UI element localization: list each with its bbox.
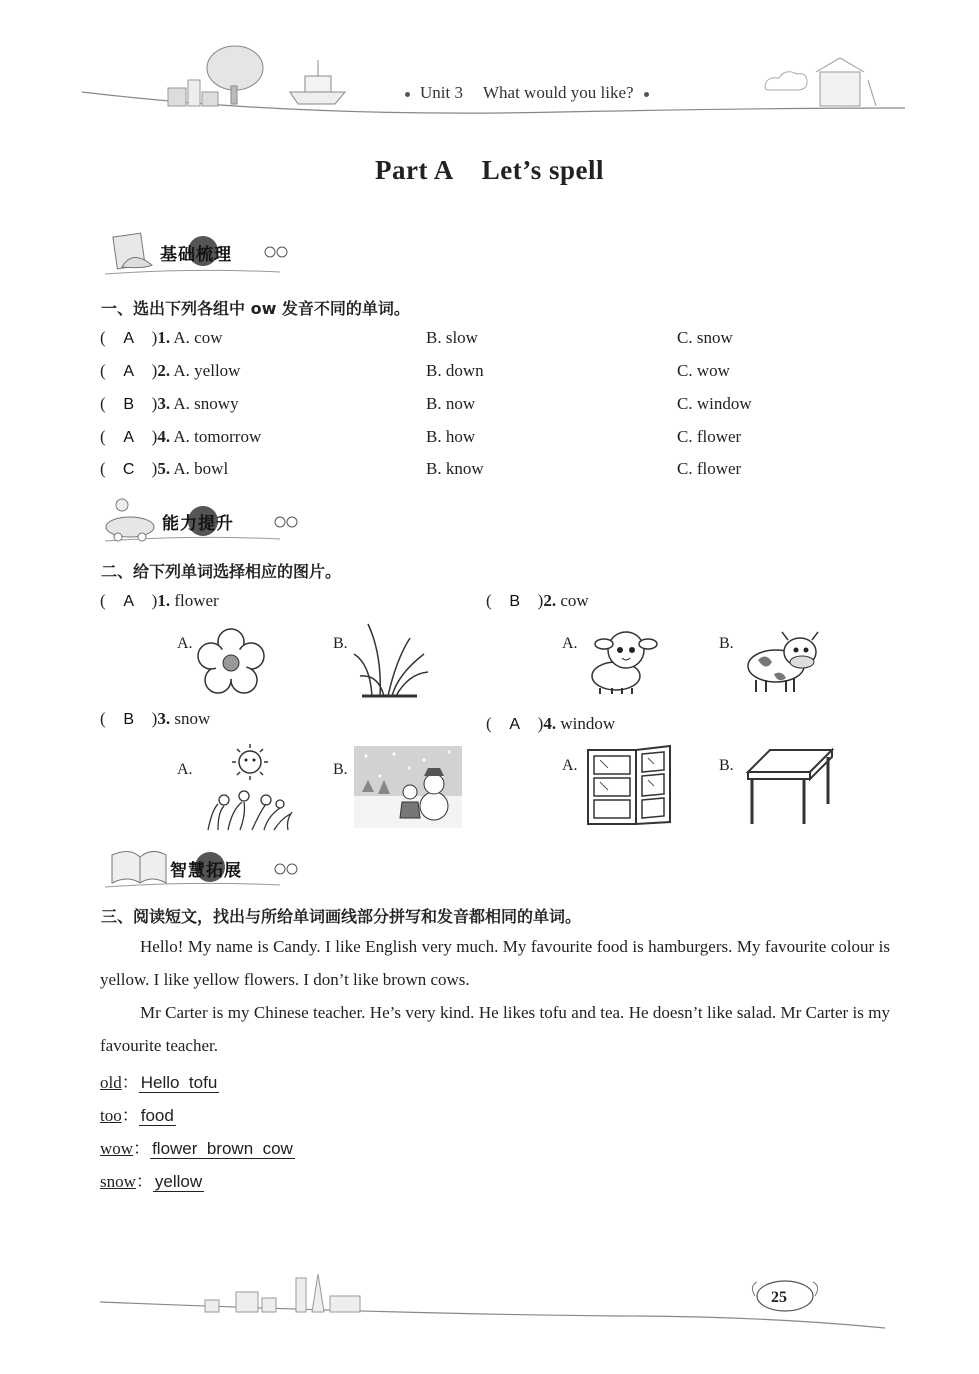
bullet-icon	[405, 92, 410, 97]
item-number: 2.	[543, 591, 557, 610]
section2-item-3: ( B )3. snow	[100, 709, 211, 728]
reading-paragraph-2	[100, 996, 890, 1062]
sun-grass-picture	[204, 742, 294, 832]
grass-picture	[352, 624, 432, 699]
paragraph-text: Mr Carter is my Chinese teacher. He’s very kind. He likes tofu and tea. He doesn’t like salad. Mr Carter is my favourite teacher.	[100, 1003, 890, 1055]
answer: A	[123, 363, 134, 380]
badge-basic	[160, 240, 232, 274]
option-label: B.	[719, 757, 734, 774]
badge-ability-label: 能力提升	[162, 514, 234, 534]
paragraph-text: Hello! My name is Candy. I like English very much. My favourite food is hamburgers. My favourite colour is yellow. I like yellow flowers. I don’t like brown cows.	[100, 937, 890, 989]
cow-picture	[744, 626, 834, 696]
section2-item-2: ( B )2. cow	[486, 591, 589, 610]
option-c: C. snow	[677, 328, 733, 347]
option-b: B. how	[426, 427, 476, 446]
given-word: too	[100, 1106, 122, 1125]
option-label: B.	[333, 761, 348, 778]
option-label: A.	[562, 635, 578, 652]
section2-item-4: ( A )4. window	[486, 714, 616, 733]
sheep-picture	[586, 626, 661, 696]
section1-instruction: 一、选出下列各组中 ow 发音不同的单词。	[101, 299, 410, 318]
item-number: 1.	[157, 328, 171, 347]
answer: A	[123, 429, 134, 446]
section3-instruction: 三、阅读短文，找出与所给单词画线部分拼写和发音都相同的单词。	[101, 907, 582, 926]
window-picture	[586, 746, 676, 826]
fill-answer: food	[140, 1106, 174, 1125]
option-label: B.	[719, 635, 734, 652]
answer: A	[123, 330, 134, 347]
fill-answer: Hello tofu	[140, 1073, 218, 1092]
fill-row: snow： yellow	[100, 1172, 203, 1191]
item-number: 3.	[157, 394, 171, 413]
title-name: Let’s spell	[481, 155, 604, 185]
option-c: C. flower	[677, 459, 742, 478]
badge-wisdom	[170, 856, 242, 890]
option-a: A. tomorrow	[173, 427, 262, 446]
answer: B	[123, 396, 134, 413]
section1-row: ( A )4. A. tomorrow	[100, 427, 262, 446]
answer: A	[123, 593, 134, 610]
item-number: 4.	[157, 427, 171, 446]
fill-answer: flower brown cow	[152, 1139, 293, 1158]
header-subtitle: What would you like?	[482, 83, 634, 102]
option-a: A. yellow	[173, 361, 241, 380]
header-title	[395, 83, 659, 103]
option-b: B. now	[426, 394, 476, 413]
section1-row: ( C )5. A. bowl	[100, 459, 229, 478]
header-unit: Unit 3	[420, 83, 463, 102]
fill-answer: yellow	[154, 1172, 203, 1191]
table-picture	[740, 748, 835, 828]
option-a: A. cow	[173, 328, 223, 347]
section2-instruction: 二、给下列单词选择相应的图片。	[101, 562, 342, 581]
option-label: A.	[177, 635, 193, 652]
given-word: wow	[100, 1139, 134, 1158]
option-b: B. slow	[426, 328, 478, 347]
bullet-icon	[644, 92, 649, 97]
fill-row: old： Hello tofu	[100, 1073, 218, 1092]
footer-decoration	[0, 1270, 979, 1350]
given-word: old	[100, 1073, 122, 1092]
item-number: 1.	[157, 591, 171, 610]
section1-row: ( A )1. A. cow	[100, 328, 223, 347]
item-number: 4.	[543, 714, 557, 733]
section1-row: ( B )3. A. snowy	[100, 394, 239, 413]
answer: A	[509, 716, 520, 733]
option-b: B. down	[426, 361, 484, 380]
badge-basic-label: 基础梳理	[160, 245, 232, 265]
page-number: 25	[771, 1289, 787, 1306]
badge-ability	[162, 509, 234, 543]
answer: B	[509, 593, 520, 610]
section2-item-1: ( A )1. flower	[100, 591, 219, 610]
item-word: cow	[560, 591, 589, 610]
item-word: flower	[174, 591, 219, 610]
option-label: A.	[562, 757, 578, 774]
option-label: B.	[333, 635, 348, 652]
item-word: window	[560, 714, 616, 733]
option-c: C. wow	[677, 361, 730, 380]
fill-row: too： food	[100, 1106, 174, 1125]
fill-row: wow： flower brown cow	[100, 1139, 293, 1158]
option-c: C. window	[677, 394, 752, 413]
page-title	[0, 155, 979, 186]
reading-paragraph-1	[100, 930, 890, 996]
snowman-picture	[354, 746, 462, 828]
item-number: 2.	[157, 361, 171, 380]
option-a: A. bowl	[173, 459, 229, 478]
item-number: 3.	[157, 709, 171, 728]
option-a: A. snowy	[173, 394, 239, 413]
given-word: snow	[100, 1172, 136, 1191]
answer: C	[122, 461, 135, 478]
option-c: C. flower	[677, 427, 742, 446]
item-word: snow	[174, 709, 211, 728]
option-label: A.	[177, 761, 193, 778]
flower-picture	[196, 628, 266, 698]
item-number: 5.	[157, 459, 171, 478]
section1-row: ( A )2. A. yellow	[100, 361, 241, 380]
badge-wisdom-label: 智慧拓展	[170, 861, 242, 881]
option-b: B. know	[426, 459, 484, 478]
title-part: Part A	[375, 155, 454, 185]
answer: B	[123, 711, 134, 728]
